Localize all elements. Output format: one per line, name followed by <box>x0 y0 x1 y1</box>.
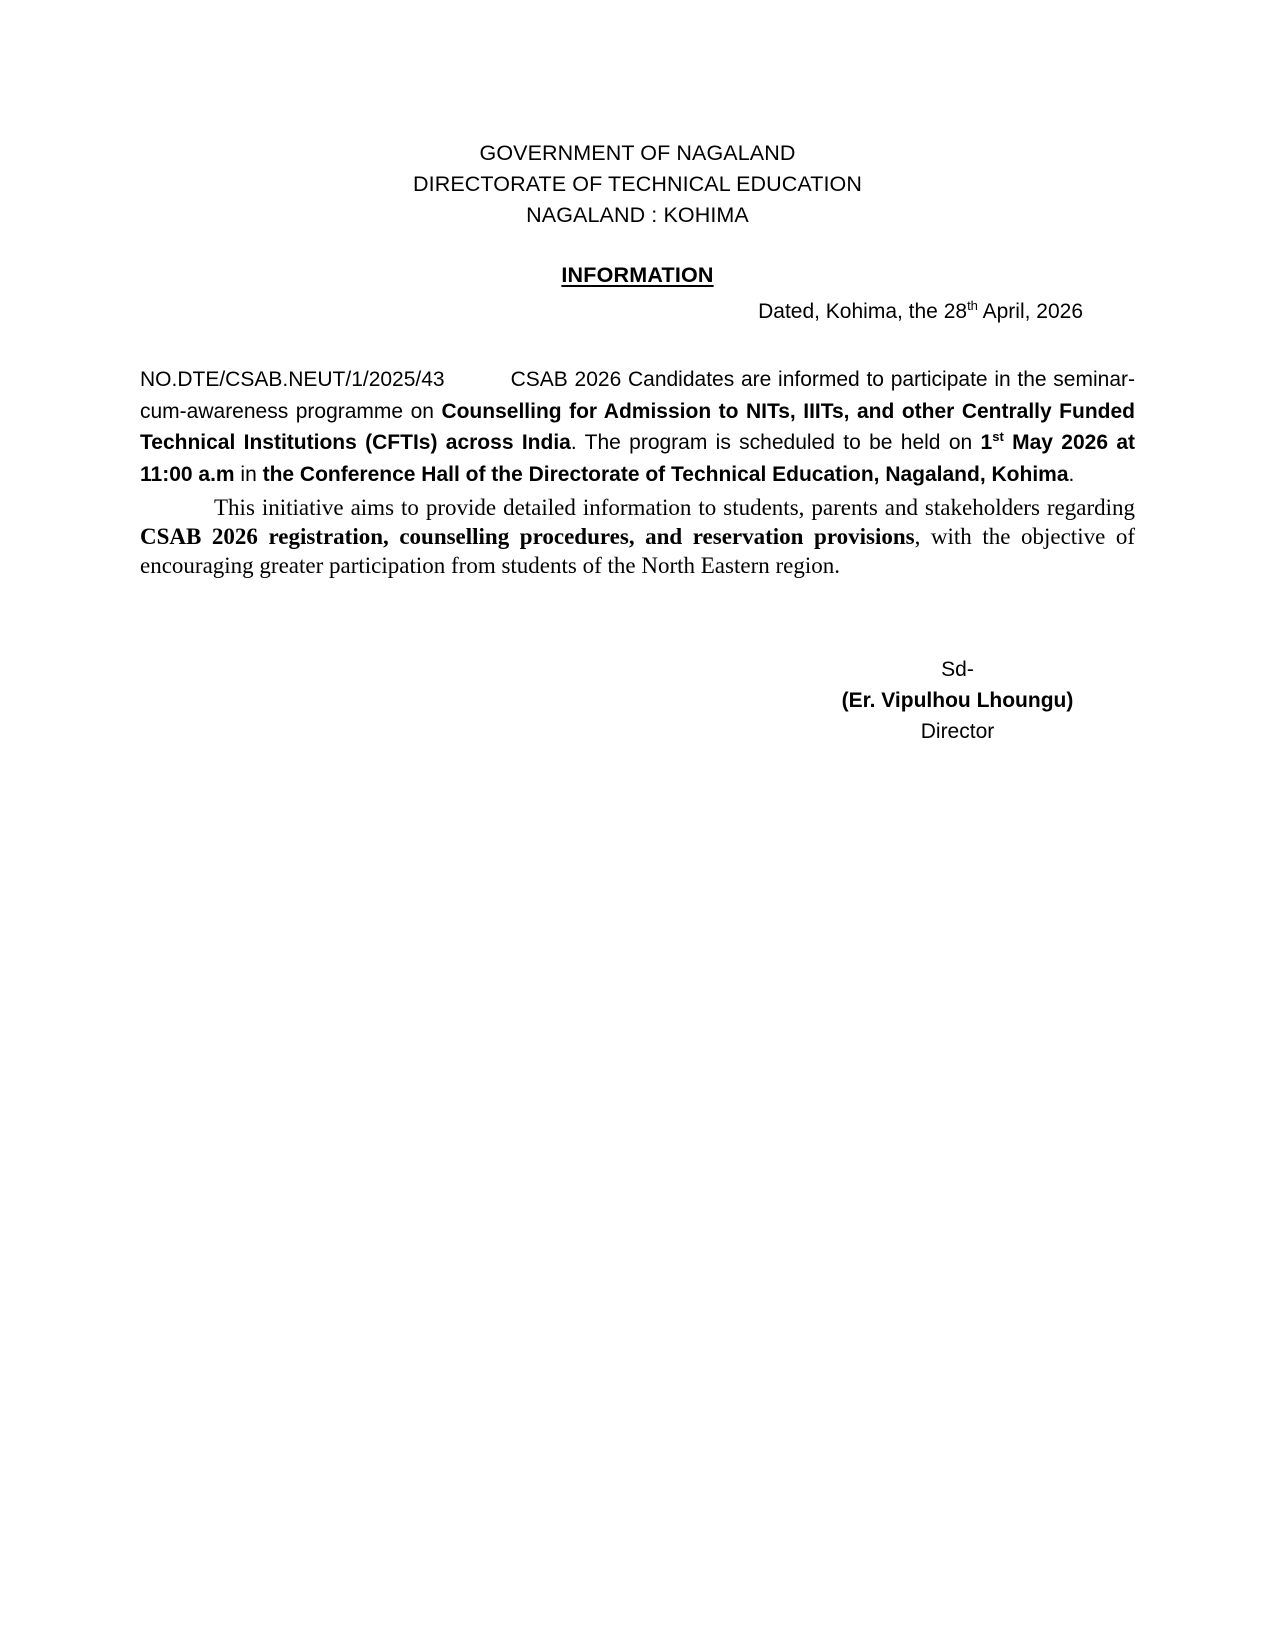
signature-block <box>140 654 1135 747</box>
letterhead <box>140 0 1135 231</box>
signature-sd: Sd- <box>941 658 974 681</box>
reference-number: NO.DTE/CSAB.NEUT/1/2025/43 <box>140 368 445 391</box>
date-ordinal-suffix: th <box>967 298 978 313</box>
body-paragraph-1 <box>140 364 1135 490</box>
date-prefix: Dated, Kohima, the 28 <box>758 300 968 323</box>
paragraph1-bold-date-time: May 2026 at 11:00 a.m <box>140 431 1136 486</box>
letterhead-line-location: NAGALAND : KOHIMA <box>526 203 749 227</box>
page-title: INFORMATION <box>561 263 714 287</box>
paragraph1-bold-date-ordinal <box>992 431 1004 454</box>
document-title-container <box>140 263 1135 288</box>
paragraph1-segment-3: in <box>234 462 263 486</box>
paragraph1-bold-date-prefix: 1 <box>980 431 993 454</box>
letterhead-line-directorate: DIRECTORATE OF TECHNICAL EDUCATION <box>413 172 862 196</box>
paragraph1-date-ordinal-suffix: st <box>992 429 1004 444</box>
paragraph2-bold-topics: CSAB 2026 registration, counselling procedures, and reservation provisions <box>140 524 915 549</box>
paragraph1-bold-programme-title: Counselling for Admission to NITs, IIITs, and other Centrally Funded Technical Institutions (CFTIs) across India <box>140 399 1135 454</box>
paragraph2-segment-2: , with the objective of encouraging greater participation from students of the North Eastern region. <box>140 524 1136 578</box>
signature-designation: Director <box>920 720 995 743</box>
paragraph1-segment-1: CSAB 2026 Candidates are informed to participate in the seminar-cum-awareness programme on <box>140 368 1135 423</box>
signature-name: (Er. Vipulhou Lhoungu) <box>841 689 1074 712</box>
letterhead-line-government: GOVERNMENT OF NAGALAND <box>479 141 796 165</box>
paragraph1-segment-4: . <box>1068 462 1075 486</box>
body-paragraph-2 <box>140 493 1135 580</box>
paragraph1-bold-venue: the Conference Hall of the Directorate of Technical Education, Nagaland, Kohima <box>262 462 1069 486</box>
date-line <box>140 300 1135 324</box>
paragraph2-segment-1: This initiative aims to provide detailed information to students, parents and stakeholders regarding <box>214 495 1135 520</box>
paragraph1-segment-2: . The program is scheduled to be held on <box>570 431 981 454</box>
date-suffix: April, 2026 <box>977 300 1083 323</box>
